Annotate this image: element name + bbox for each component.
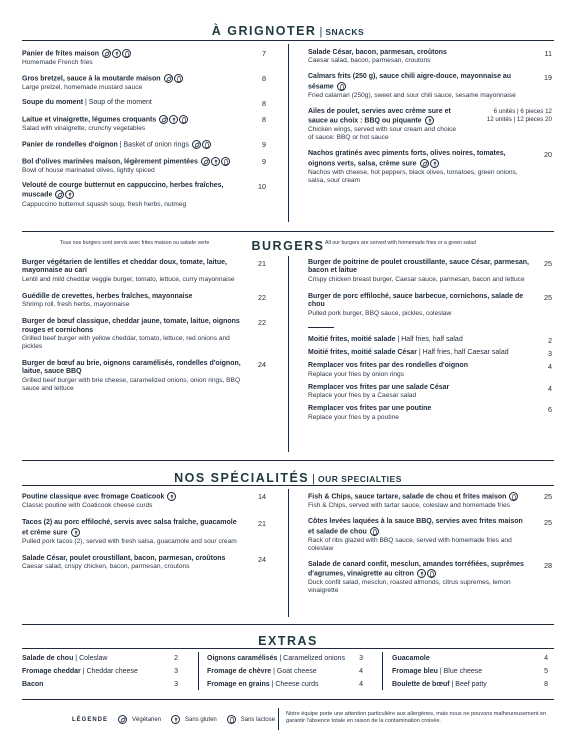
item-name-fr: Bol d'olives marinées maison, légèrement pimentées xyxy=(22,158,198,166)
item-description: Salad with vinaigrette, crunchy vegetables xyxy=(22,124,146,132)
extra-price: 5 xyxy=(544,668,548,675)
lactose-icon xyxy=(227,715,236,724)
lactose-icon xyxy=(179,115,188,124)
menu-item xyxy=(22,293,266,309)
extra-name-fr: Fromage en grains xyxy=(207,681,270,688)
item-price: 4 xyxy=(548,383,552,393)
wheat-icon xyxy=(171,715,180,724)
item-name: Moitié frites, moitié salade César | Half fries, half Caesar salad xyxy=(308,349,509,357)
item-name-fr: Fish & Chips, sauce tartare, salade de chou et frites maison xyxy=(308,493,507,501)
specialties-rule xyxy=(22,485,554,486)
item-price: 9 xyxy=(262,156,266,166)
footer-divider xyxy=(278,708,279,730)
extra-name-en: Beef patty xyxy=(455,681,487,688)
item-name xyxy=(308,73,530,92)
diet-icons xyxy=(102,49,132,59)
extra-name-fr: Bacon xyxy=(22,681,44,688)
extra-name-fr: Boulette de bœuf xyxy=(392,681,450,688)
burgers-right-column xyxy=(308,259,552,427)
extra-price: 4 xyxy=(544,655,548,662)
item-name xyxy=(308,150,530,169)
menu-item xyxy=(22,140,266,150)
item-name: Moitié frites, moitié salade | Half fries, half salad xyxy=(308,335,463,343)
item-price: 14 xyxy=(258,492,266,501)
item-name-fr: Nachos gratinés avec piments forts, olives noires, tomates, oignons verts, salsa, crème sure xyxy=(308,150,506,168)
extra-price: 2 xyxy=(174,655,178,662)
item-price: 21 xyxy=(258,259,266,268)
diet-icons xyxy=(425,116,435,126)
allergen-footnote: Notre équipe porte une attention particulière aux allergènes, mais nous ne pouvons malheureusement en garantir l'absence totale en raison de la contamination croisée. xyxy=(286,711,547,725)
diet-icons xyxy=(417,569,437,579)
menu-item xyxy=(308,73,552,100)
menu-item xyxy=(22,555,266,571)
lactose-icon xyxy=(174,74,183,83)
extra-name-fr: Oignons caramélisés xyxy=(207,655,278,662)
wing-price-line: 6 unités | 6 pieces 12 xyxy=(493,107,552,115)
item-name xyxy=(22,115,244,125)
item-description: Rack of ribs glazed with BBQ sauce, served with homemade fries and coleslaw xyxy=(308,536,512,552)
item-name-fr: Moitié frites, moitié salade César xyxy=(308,349,417,357)
diet-icons xyxy=(192,140,212,150)
wheat-icon xyxy=(417,569,426,578)
item-name xyxy=(308,561,530,580)
options-separator xyxy=(308,327,334,328)
snacks-divider xyxy=(288,44,289,222)
leaf-icon xyxy=(192,140,201,149)
item-name xyxy=(308,108,462,127)
extra-name-en: Coleslaw xyxy=(79,655,108,662)
burgers-title-text: BURGERS xyxy=(251,239,325,253)
item-price: 11 xyxy=(544,49,552,58)
item-price: 24 xyxy=(258,360,266,370)
item-name xyxy=(22,49,244,59)
item-description: Replace your fries by onion rings xyxy=(308,370,405,378)
item-name xyxy=(22,74,244,84)
leaf-icon xyxy=(159,115,168,124)
wheat-icon xyxy=(71,528,80,537)
extras-divider-2 xyxy=(382,652,383,690)
item-name-fr: Salade César, bacon, parmesan, croûtons xyxy=(308,49,447,56)
extra-item xyxy=(22,681,178,688)
legend-vegetarian: Végétarien xyxy=(132,716,162,723)
menu-item xyxy=(308,259,552,284)
item-description: Chicken wings, served with sour cream and choice of sauce: BBQ or hot sauce xyxy=(308,126,457,142)
item-name xyxy=(22,360,244,377)
extra-name-fr: Fromage cheddar xyxy=(22,668,81,675)
extras-rule xyxy=(22,648,554,649)
menu-item xyxy=(308,336,552,344)
item-name-fr: Panier de frites maison xyxy=(22,50,100,58)
extra-price: 3 xyxy=(174,681,178,688)
menu-item xyxy=(308,108,552,143)
snacks-title-fr: À GRIGNOTER xyxy=(211,24,317,38)
extra-item: Fromage cheddar | Cheddar cheese 3 xyxy=(22,668,178,675)
item-price: 6 xyxy=(548,405,552,415)
extra-item: Oignons caramélisés | Caramelized onions 3 xyxy=(207,655,363,662)
diet-icons xyxy=(509,492,519,502)
lactose-icon xyxy=(122,49,131,58)
item-name-fr: Poutine classique avec fromage Coaticook xyxy=(22,493,165,501)
specialties-title-fr: NOS SPÉCIALITÉS xyxy=(174,471,310,485)
burgers-title xyxy=(0,237,576,255)
specialties-divider xyxy=(288,489,289,617)
menu-item xyxy=(22,360,266,393)
item-name-en: Basket of onion rings xyxy=(123,141,189,149)
item-name xyxy=(308,362,530,370)
item-name xyxy=(22,259,244,276)
burgers-left-column xyxy=(22,259,266,402)
extra-name-fr: Guacamole xyxy=(392,655,430,662)
menu-item xyxy=(22,99,266,107)
diet-icons xyxy=(164,74,184,84)
extras-top-rule xyxy=(22,624,554,625)
extra-name-en: Goat cheese xyxy=(276,668,317,675)
item-description: Grilled beef burger with brie cheese, caramelized onions, onion rings, BBQ sauce and lettuce xyxy=(22,376,241,392)
extra-item: Fromage en grains | Cheese curds 4 xyxy=(207,681,363,688)
item-description: Shrimp roll, fresh herbs, mayonnaise xyxy=(22,301,130,309)
item-name xyxy=(308,49,530,57)
item-description: Replace your fries by a Caesar salad xyxy=(308,392,417,400)
extra-name-fr: Fromage bleu xyxy=(392,668,438,675)
item-name-fr: Tacos (2) au porc effiloché, servis avec salsa fraîche, guacamole et crème sure xyxy=(22,519,237,537)
menu-item xyxy=(22,49,266,67)
item-name-fr: Remplacer vos frites par des rondelles d'oignon xyxy=(308,362,468,370)
extra-name-en: Cheese curds xyxy=(275,681,319,688)
menu-item xyxy=(22,182,266,209)
menu-item xyxy=(22,115,266,133)
item-name-fr: Guédille de crevettes, herbes fraîches, mayonnaise xyxy=(22,292,193,300)
item-description: Caesar salad, bacon, parmesan, croutons xyxy=(308,57,431,65)
legend xyxy=(72,715,275,724)
item-description: Classic poutine with Coaticook cheese curds xyxy=(22,502,153,510)
diet-icons xyxy=(159,115,189,125)
lactose-icon xyxy=(427,569,436,578)
item-price: 28 xyxy=(544,560,552,570)
leaf-icon xyxy=(164,74,173,83)
item-name-fr: Burger de bœuf au brie, oignons caramélisés, rondelles d'oignon, laitue, sauce BBQ xyxy=(22,360,241,376)
item-price: 7 xyxy=(262,49,266,58)
item-name-fr: Gros bretzel, sauce à la moutarde maison xyxy=(22,75,161,83)
legend-lactose-free: Sans lactose xyxy=(240,716,276,723)
diet-icons xyxy=(337,82,347,92)
extra-price: 4 xyxy=(359,668,363,675)
item-name-fr: Salade César, poulet croustillant, bacon, parmesan, croûtons xyxy=(22,554,226,562)
item-description: Grilled beef burger with yellow cheddar, tomato, lettuce, red onions and pickles xyxy=(22,335,230,351)
item-description: Homemade French fries xyxy=(22,59,93,67)
item-name xyxy=(22,555,244,563)
item-name: Panier de rondelles d'oignon | Basket of onion rings xyxy=(22,140,244,150)
item-name-fr: Velouté de courge butternut en cappuccino, herbes fraîches, muscade xyxy=(22,182,224,200)
extra-item: Salade de chou | Coleslaw 2 xyxy=(22,655,178,662)
menu-item xyxy=(22,492,266,510)
wheat-icon xyxy=(430,159,439,168)
menu-item xyxy=(308,349,552,357)
wheat-icon xyxy=(169,115,178,124)
burgers-note-en: All our burgers are served with homemade fries or a green salad xyxy=(325,240,477,246)
item-price: 25 xyxy=(544,259,552,268)
item-price: 25 xyxy=(544,518,552,528)
wheat-icon xyxy=(65,190,74,199)
extras-divider-1 xyxy=(198,652,199,690)
item-name xyxy=(308,259,530,276)
leaf-icon xyxy=(201,157,210,166)
legend-gluten-free: Sans gluten xyxy=(185,716,217,723)
item-name xyxy=(22,293,244,301)
item-name xyxy=(308,518,530,537)
item-name xyxy=(22,182,244,201)
item-name xyxy=(308,405,530,413)
item-description: Pulled pork burger, BBQ sauce, pickles, coleslaw xyxy=(308,309,452,317)
extra-name-en: Blue cheese xyxy=(443,668,483,675)
item-name-fr: Moitié frites, moitié salade xyxy=(308,335,396,343)
wheat-icon xyxy=(167,492,176,501)
extra-item xyxy=(392,655,548,662)
item-price: 19 xyxy=(544,73,552,83)
item-name-fr: Burger de bœuf classique, cheddar jaune, tomate, laitue, oignons rouges et cornichons xyxy=(22,318,240,334)
item-name xyxy=(22,157,244,167)
extra-item: Fromage de chèvre | Goat cheese 4 xyxy=(207,668,363,675)
menu-item xyxy=(22,157,266,175)
item-name xyxy=(308,492,530,502)
menu-item xyxy=(308,384,552,400)
item-name-en: Soup of the moment xyxy=(88,99,152,107)
item-price: 9 xyxy=(262,139,266,149)
extra-price: 4 xyxy=(359,681,363,688)
lactose-icon xyxy=(202,140,211,149)
item-name-fr: Panier de rondelles d'oignon xyxy=(22,141,118,149)
extra-name-fr: Salade de chou xyxy=(22,655,74,662)
menu-item xyxy=(22,318,266,351)
diet-icons xyxy=(167,492,177,502)
item-price: 8 xyxy=(262,74,266,84)
item-price: 10 xyxy=(258,182,266,192)
burgers-top-rule xyxy=(22,231,554,232)
item-description: Large pretzel, homemade mustard sauce xyxy=(22,84,143,92)
legend-title: LÉGENDE xyxy=(72,716,109,723)
item-name-fr: Salade de canard confit, mesclun, amandes torréfiées, suprêmes d'agrumes, vinaigrette au citron xyxy=(308,560,524,578)
menu-item xyxy=(308,561,552,596)
item-price: 20 xyxy=(544,150,552,160)
diet-icons xyxy=(420,159,440,169)
extra-name-en: Cheddar cheese xyxy=(86,668,138,675)
extra-price: 3 xyxy=(359,655,363,662)
item-price: 24 xyxy=(258,554,266,564)
wheat-icon xyxy=(112,49,121,58)
item-description: Crispy chicken breast burger, Caesar sauce, parmesan, bacon and lettuce xyxy=(308,275,525,283)
menu-item xyxy=(22,259,266,284)
specialties-right-column xyxy=(308,492,552,603)
lactose-icon xyxy=(370,527,379,536)
diet-icons xyxy=(370,527,380,537)
diet-icons xyxy=(201,157,231,167)
extra-price: 3 xyxy=(174,668,178,675)
burgers-note-fr: Tous nos burgers sont servis avec frites maison ou salade verte xyxy=(60,240,210,246)
item-description: Bowl of house marinated olives, lightly spiced xyxy=(22,167,155,175)
item-description: Fish & Chips, served with tartar sauce, coleslaw and homemade fries xyxy=(308,502,510,510)
extras-title-text: EXTRAS xyxy=(258,634,318,648)
menu-item xyxy=(22,519,266,546)
menu-item xyxy=(308,518,552,553)
item-name-fr: Laitue et vinaigrette, légumes croquants xyxy=(22,116,157,124)
item-price: 25 xyxy=(544,492,552,501)
lactose-icon xyxy=(337,82,346,91)
item-description: Cappuccino butternut squash soup, fresh herbs, nutmeg xyxy=(22,200,187,208)
item-description: Lentil and mild cheddar veggie burger, tomato, lettuce, curry mayonnaise xyxy=(22,275,235,283)
item-name xyxy=(308,384,530,392)
menu-item xyxy=(308,405,552,421)
item-price: 8 xyxy=(262,114,266,124)
item-name-en: Half fries, half Caesar salad xyxy=(422,349,509,357)
extra-item: Fromage bleu | Blue cheese 5 xyxy=(392,668,548,675)
menu-item xyxy=(308,362,552,378)
menu-item xyxy=(308,492,552,510)
item-price: 22 xyxy=(258,318,266,328)
specialties-top-rule xyxy=(22,460,554,461)
wing-prices xyxy=(487,108,552,125)
item-description: Replace your fries by a poutine xyxy=(308,413,399,421)
item-description: Caesar salad, crispy chicken, bacon, parmesan, croutons xyxy=(22,563,190,571)
item-price: 2 xyxy=(548,335,552,345)
leaf-icon xyxy=(102,49,111,58)
item-name-fr: Soupe du moment xyxy=(22,99,84,107)
item-name-fr: Remplacer vos frites par une poutine xyxy=(308,405,432,413)
item-name-fr: Ailes de poulet, servies avec crème sure et sauce au choix : BBQ ou piquante xyxy=(308,107,451,126)
item-name-fr: Burger de poitrine de poulet croustillante, sauce César, parmesan, bacon et laitue xyxy=(308,259,529,275)
leaf-icon xyxy=(55,190,64,199)
item-description: Pulled pork tacos (2), served with fresh salsa, guacamole and sour cream xyxy=(22,537,237,545)
diet-icons xyxy=(55,190,75,200)
menu-item xyxy=(308,293,552,318)
specialties-title-en: OUR SPECIALTIES xyxy=(318,474,402,484)
item-name xyxy=(308,293,530,310)
snacks-left-column xyxy=(22,49,266,216)
burgers-divider xyxy=(288,256,289,452)
item-name-fr: Côtes levées laquées à la sauce BBQ, servies avec frites maison et salade de chou xyxy=(308,518,523,536)
menu-item xyxy=(308,150,552,185)
item-name-fr: Calmars frits (250 g), sauce chili aigre-douce, mayonnaise au sésame xyxy=(308,73,512,91)
specialties-left-column xyxy=(22,492,266,580)
extra-price: 8 xyxy=(544,681,548,688)
item-name xyxy=(22,492,244,502)
footer-rule xyxy=(22,699,554,700)
item-name-fr: Burger végétarien de lentilles et cheddar doux, tomate, laitue, mayonnaise au cari xyxy=(22,259,227,275)
snacks-title: À GRIGNOTER | SNACKS xyxy=(211,24,365,38)
item-description: Nachos with cheese, hot peppers, black olives, tomatoes, green onions, salsa, sour cream xyxy=(308,169,518,184)
item-name-fr: Burger de porc effiloché, sauce barbecue, cornichons, salade de chou xyxy=(308,292,524,309)
menu-item xyxy=(22,74,266,92)
menu-item xyxy=(308,49,552,65)
item-price: 3 xyxy=(548,349,552,359)
snacks-top-rule xyxy=(22,40,554,41)
specialties-title: NOS SPÉCIALITÉS | OUR SPECIALTIES xyxy=(174,471,402,485)
snacks-title-en: SNACKS xyxy=(325,27,365,37)
item-name-fr: Remplacer vos frites par une salade César xyxy=(308,383,450,391)
item-description: Duck confit salad, mesclun, roasted almonds, citrus supremes, lemon vinaigrette xyxy=(308,579,511,595)
item-price: 21 xyxy=(258,519,266,529)
extra-item: Boulette de bœuf | Beef patty 8 xyxy=(392,681,548,688)
item-name: Soupe du moment | Soup of the moment xyxy=(22,99,152,107)
snacks-right-column xyxy=(308,49,552,193)
extra-name-en: Caramelized onions xyxy=(283,655,346,662)
item-price: 4 xyxy=(548,362,552,372)
item-name xyxy=(22,318,244,335)
leaf-icon xyxy=(420,159,429,168)
wheat-icon xyxy=(211,157,220,166)
item-price: 8 xyxy=(262,99,266,109)
diet-icons xyxy=(71,528,81,538)
lactose-icon xyxy=(221,157,230,166)
item-name-en: Half fries, half salad xyxy=(401,335,463,343)
leaf-icon xyxy=(118,715,127,724)
wheat-icon xyxy=(425,116,434,125)
item-name xyxy=(22,519,244,538)
item-description: Fried calamari (250g), sweet and sour chili sauce, sesame mayonnaise xyxy=(308,91,516,99)
wing-price-line: 12 unités | 12 pieces 20 xyxy=(486,116,552,124)
lactose-icon xyxy=(509,492,518,501)
item-price: 25 xyxy=(544,292,552,302)
extra-name-fr: Fromage de chèvre xyxy=(207,668,272,675)
item-price: 22 xyxy=(258,292,266,302)
